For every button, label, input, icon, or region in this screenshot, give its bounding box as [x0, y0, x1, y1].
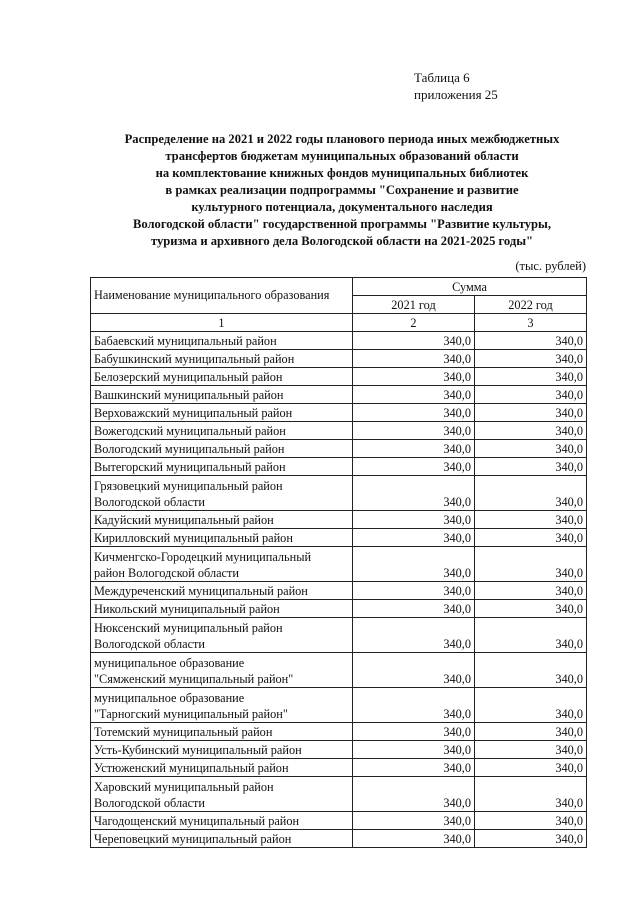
title-line: в рамках реализации подпрограммы "Сохранение и развитие — [165, 183, 519, 197]
municipality-name — [91, 368, 353, 386]
amount-2021: 340,0 — [353, 368, 475, 386]
amount-2022: 340,0 — [475, 458, 587, 476]
municipality-name — [91, 759, 353, 777]
column-number-1: 1 — [91, 314, 353, 332]
table-row — [91, 458, 587, 476]
municipality-name — [91, 476, 353, 511]
amount-2022: 340,0 — [475, 830, 587, 848]
amount-2021: 340,0 — [353, 458, 475, 476]
table-row — [91, 830, 587, 848]
municipality-name-line: Тотемский муниципальный район — [94, 725, 273, 739]
municipality-name — [91, 812, 353, 830]
municipality-name-line: "Сямженский муниципальный район" — [94, 672, 294, 686]
municipality-name — [91, 350, 353, 368]
municipality-name-line: Вожегодский муниципальный район — [94, 424, 286, 438]
allocation-table — [90, 277, 587, 848]
municipality-name-line: Устюженский муниципальный район — [94, 761, 289, 775]
amount-2022: 340,0 — [475, 812, 587, 830]
municipality-name-line: муниципальное образование — [94, 691, 245, 705]
municipality-name — [91, 529, 353, 547]
municipality-name — [91, 600, 353, 618]
title-line: Вологодской области" государственной программы "Развитие культуры, — [132, 217, 552, 231]
amount-2022: 340,0 — [475, 440, 587, 458]
amount-2021: 340,0 — [353, 688, 475, 723]
municipality-name — [91, 618, 353, 653]
amount-2022: 340,0 — [475, 723, 587, 741]
municipality-name — [91, 777, 353, 812]
amount-2021: 340,0 — [353, 476, 475, 511]
amount-2021: 340,0 — [353, 332, 475, 350]
table-row — [91, 440, 587, 458]
municipality-name-line: Вологодской области — [94, 637, 205, 651]
table-row — [91, 812, 587, 830]
municipality-name — [91, 511, 353, 529]
document-title — [100, 131, 584, 250]
header-year-2022: 2022 год — [475, 296, 587, 314]
table-row — [91, 741, 587, 759]
table-row — [91, 759, 587, 777]
table-row — [91, 404, 587, 422]
table-row — [91, 386, 587, 404]
amount-2021: 340,0 — [353, 600, 475, 618]
amount-2021: 340,0 — [353, 723, 475, 741]
amount-2021: 340,0 — [353, 759, 475, 777]
amount-2022: 340,0 — [475, 350, 587, 368]
municipality-name-line: Кадуйский муниципальный район — [94, 513, 274, 527]
municipality-name — [91, 386, 353, 404]
municipality-name-line: Чагодощенский муниципальный район — [94, 814, 300, 828]
units-note: (тыс. рублей) — [515, 259, 586, 273]
municipality-name-line: Нюксенский муниципальный район — [94, 621, 283, 635]
amount-2022: 340,0 — [475, 600, 587, 618]
amount-2021: 340,0 — [353, 404, 475, 422]
amount-2021: 340,0 — [353, 812, 475, 830]
table-row — [91, 547, 587, 582]
amount-2022: 340,0 — [475, 582, 587, 600]
municipality-name-line: Бабушкинский муниципальный район — [94, 352, 295, 366]
amount-2021: 340,0 — [353, 386, 475, 404]
municipality-name — [91, 404, 353, 422]
amount-2022: 340,0 — [475, 476, 587, 511]
amount-2022: 340,0 — [475, 618, 587, 653]
amount-2021: 340,0 — [353, 777, 475, 812]
amount-2022: 340,0 — [475, 653, 587, 688]
municipality-name — [91, 723, 353, 741]
municipality-name-line: Грязовецкий муниципальный район — [94, 479, 283, 493]
amount-2021: 340,0 — [353, 653, 475, 688]
table-row — [91, 422, 587, 440]
title-line: на комплектование книжных фондов муниципальных библиотек — [155, 166, 529, 180]
municipality-name-line: Междуреченский муниципальный район — [94, 584, 308, 598]
amount-2022: 340,0 — [475, 688, 587, 723]
title-line: трансфертов бюджетам муниципальных образований области — [165, 149, 519, 163]
amount-2022: 340,0 — [475, 332, 587, 350]
municipality-name-line: Череповецкий муниципальный район — [94, 832, 292, 846]
amount-2022: 340,0 — [475, 529, 587, 547]
column-number-3: 3 — [475, 314, 587, 332]
table-row — [91, 368, 587, 386]
amount-2021: 340,0 — [353, 582, 475, 600]
municipality-name-line: Никольский муниципальный район — [94, 602, 280, 616]
municipality-name-line: Кирилловский муниципальный район — [94, 531, 293, 545]
amount-2022: 340,0 — [475, 741, 587, 759]
title-line: Распределение на 2021 и 2022 годы планового периода иных межбюджетных — [124, 132, 560, 146]
amount-2021: 340,0 — [353, 529, 475, 547]
header-year-2021: 2021 год — [353, 296, 475, 314]
municipality-name-line: Харовский муниципальный район — [94, 780, 274, 794]
table-row — [91, 582, 587, 600]
appendix-number: приложения 25 — [414, 87, 498, 102]
municipality-name — [91, 332, 353, 350]
amount-2021: 340,0 — [353, 422, 475, 440]
amount-2022: 340,0 — [475, 759, 587, 777]
header-sum: Сумма — [353, 278, 587, 296]
amount-2021: 340,0 — [353, 741, 475, 759]
table-number: Таблица 6 — [414, 70, 470, 85]
municipality-name — [91, 547, 353, 582]
table-body — [91, 332, 587, 848]
municipality-name-line: "Тарногский муниципальный район" — [94, 707, 288, 721]
table-row — [91, 350, 587, 368]
municipality-name-line: Верховажский муниципальный район — [94, 406, 293, 420]
municipality-name — [91, 440, 353, 458]
municipality-name-line: Вашкинский муниципальный район — [94, 388, 284, 402]
municipality-name — [91, 422, 353, 440]
municipality-name-line: Вологодский муниципальный район — [94, 442, 285, 456]
municipality-name-line: Бабаевский муниципальный район — [94, 334, 277, 348]
amount-2021: 340,0 — [353, 618, 475, 653]
table-row — [91, 618, 587, 653]
municipality-name-line: Вологодской области — [94, 796, 205, 810]
municipality-name-line: Кичменгско-Городецкий муниципальный — [94, 550, 312, 564]
amount-2021: 340,0 — [353, 440, 475, 458]
municipality-name-line: Вытегорский муниципальный район — [94, 460, 286, 474]
municipality-name-line: муниципальное образование — [94, 656, 245, 670]
header-municipality: Наименование муниципального образования — [91, 278, 353, 314]
amount-2022: 340,0 — [475, 386, 587, 404]
table-row — [91, 476, 587, 511]
table-row — [91, 777, 587, 812]
amount-2021: 340,0 — [353, 350, 475, 368]
municipality-name-line: район Вологодской области — [94, 566, 239, 580]
municipality-name — [91, 741, 353, 759]
table-row — [91, 688, 587, 723]
column-number-2: 2 — [353, 314, 475, 332]
municipality-name — [91, 830, 353, 848]
amount-2022: 340,0 — [475, 404, 587, 422]
municipality-name — [91, 653, 353, 688]
table-row — [91, 723, 587, 741]
title-line: туризма и архивного дела Вологодской области на 2021-2025 годы" — [150, 234, 534, 248]
municipality-name-line: Вологодской области — [94, 495, 205, 509]
table-row — [91, 332, 587, 350]
municipality-name — [91, 582, 353, 600]
table-row — [91, 653, 587, 688]
municipality-name — [91, 458, 353, 476]
municipality-name — [91, 688, 353, 723]
title-line: культурного потенциала, документального наследия — [191, 200, 493, 214]
amount-2022: 340,0 — [475, 422, 587, 440]
table-row — [91, 511, 587, 529]
amount-2021: 340,0 — [353, 511, 475, 529]
municipality-name-line: Белозерский муниципальный район — [94, 370, 283, 384]
table-reference — [414, 69, 498, 103]
amount-2022: 340,0 — [475, 368, 587, 386]
amount-2021: 340,0 — [353, 547, 475, 582]
amount-2022: 340,0 — [475, 511, 587, 529]
table-row — [91, 600, 587, 618]
amount-2022: 340,0 — [475, 547, 587, 582]
municipality-name-line: Усть-Кубинский муниципальный район — [94, 743, 302, 757]
amount-2022: 340,0 — [475, 777, 587, 812]
table-row — [91, 529, 587, 547]
amount-2021: 340,0 — [353, 830, 475, 848]
